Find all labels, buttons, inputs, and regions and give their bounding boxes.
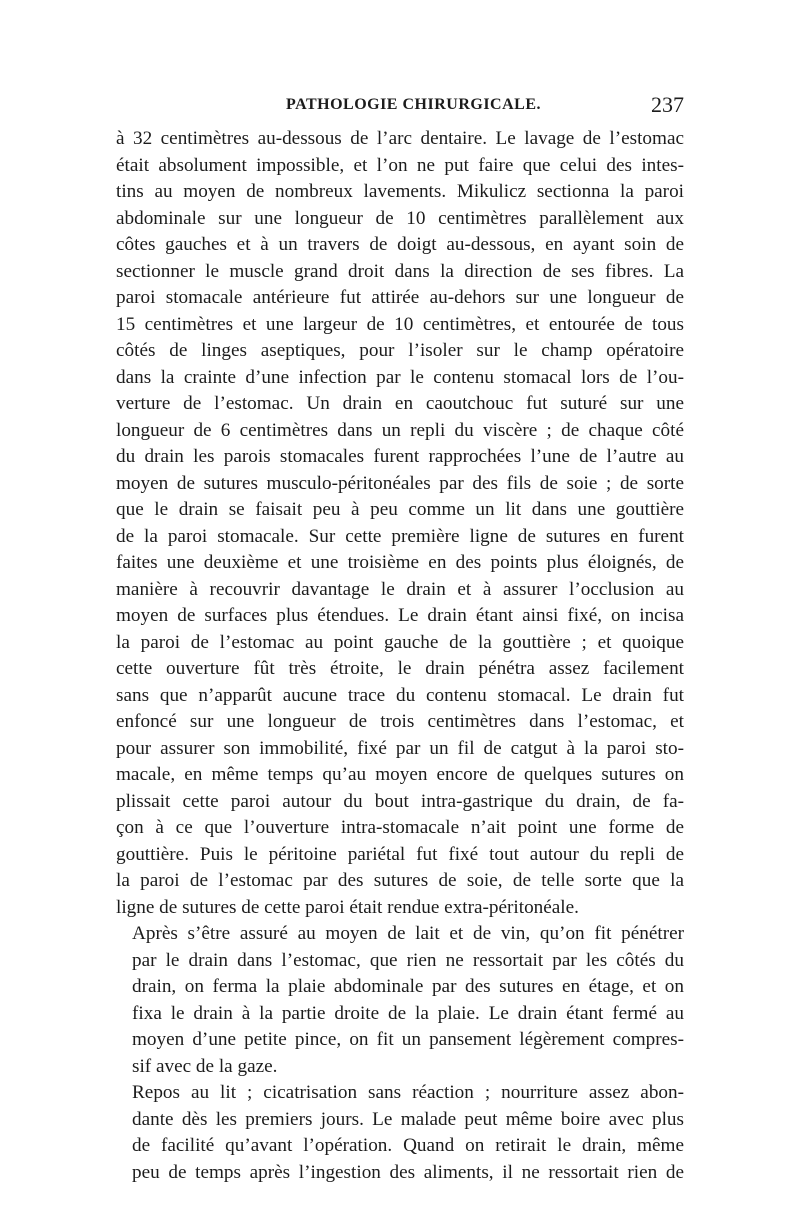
text-line: sans que n’apparût aucune trace du contenu stomacal. Le drain fut [116,684,684,706]
text-line: enfoncé sur une longueur de trois centimètres dans l’estomac, et [116,711,684,732]
text-line: Repos au lit ; cicatrisation sans réaction ; nourriture assez abon- [132,1082,684,1103]
paragraph-2 [116,921,684,1080]
text-line: côtés de linges aseptiques, pour l’isoler sur le champ opératoire [116,340,684,361]
text-line: verture de l’estomac. Un drain en caoutchouc fut suturé sur une [116,393,684,414]
text-line: moyen de surfaces plus étendues. Le drain étant ainsi fixé, on incisa [116,605,684,626]
text-line: était absolument impossible, et l’on ne put faire que celui des intes- [116,154,684,176]
text-line: dante dès les premiers jours. Le malade peut même boire avec plus [132,1108,684,1130]
text-line: plissait cette paroi autour du bout intra-gastrique du drain, de fa- [116,790,684,812]
text-line: 15 centimètres et une largeur de 10 centimètres, et entourée de tous [116,313,684,335]
text-line: sif avec de la gaze. [132,1055,278,1077]
text-line: faites une deuxième et une troisième en des points plus éloignés, de [116,552,684,573]
text-line: drain, on ferma la plaie abdominale par des sutures en étage, et on [132,976,684,997]
text-line: dans la crainte d’une infection par le contenu stomacal lors de l’ou- [116,366,684,388]
text-line: moyen d’une petite pince, on fit un pansement légèrement compres- [132,1029,684,1050]
text-line: peu de temps après l’ingestion des aliments, il ne ressortait rien de [132,1161,684,1183]
text-line: la paroi de l’estomac au point gauche de la gouttière ; et quoique [116,631,684,653]
text-line: pour assurer son immobilité, fixé par un fil de catgut à la paroi sto- [116,737,684,759]
text-line: abdominale sur une longueur de 10 centimètres parallèlement aux [116,207,684,229]
text-line: longueur de 6 centimètres dans un repli du viscère ; de chaque côté [116,419,684,441]
text-line: sectionner le muscle grand droit dans la direction de ses fibres. La [116,260,684,282]
text-line: que le drain se faisait peu à peu comme un lit dans une gouttière [116,499,684,520]
text-line: tins au moyen de nombreux lavements. Mikulicz sectionna la paroi [116,181,684,202]
page-number: 237 [651,92,684,117]
text-line: moyen de sutures musculo-péritonéales par des fils de soie ; de sorte [116,472,684,494]
text-line: Après s’être assuré au moyen de lait et de vin, qu’on fit pénétrer [132,923,684,944]
paragraph-3 [116,1080,684,1186]
text-line: çon à ce que l’ouverture intra-stomacale n’ait point une forme de [116,817,684,838]
paragraph-1 [116,126,684,921]
text-line: gouttière. Puis le péritoine pariétal fut fixé tout autour du repli de [116,843,684,865]
text-line: fixa le drain à la partie droite de la plaie. Le drain étant fermé au [132,1002,684,1024]
text-line: la paroi de l’estomac par des sutures de soie, de telle sorte que la [116,870,684,891]
text-line: ligne de sutures de cette paroi était rendue extra-péritonéale. [116,896,579,918]
text-line: par le drain dans l’estomac, que rien ne ressortait par les côtés du [132,949,684,971]
text-line: paroi stomacale antérieure fut attirée au-dehors sur une longueur de [116,287,684,308]
running-title: PATHOLOGIE CHIRURGICALE. [286,96,541,113]
text-line: cette ouverture fût très étroite, le drain pénétra assez facilement [116,658,684,679]
text-line: manière à recouvrir davantage le drain et à assurer l’occlusion au [116,578,684,600]
text-line: macale, en même temps qu’au moyen encore de quelques sutures on [116,764,684,785]
body-text [116,126,684,1186]
text-line: du drain les parois stomacales furent rapprochées l’une de l’autre au [116,446,684,467]
text-line: de la paroi stomacale. Sur cette première ligne de sutures en furent [116,525,684,547]
running-head [116,92,684,122]
text-line: côtes gauches et à un travers de doigt au-dessous, en ayant soin de [116,234,684,255]
text-line: de facilité qu’avant l’opération. Quand on retirait le drain, même [132,1135,684,1156]
text-line: à 32 centimètres au-dessous de l’arc dentaire. Le lavage de l’estomac [116,128,684,149]
